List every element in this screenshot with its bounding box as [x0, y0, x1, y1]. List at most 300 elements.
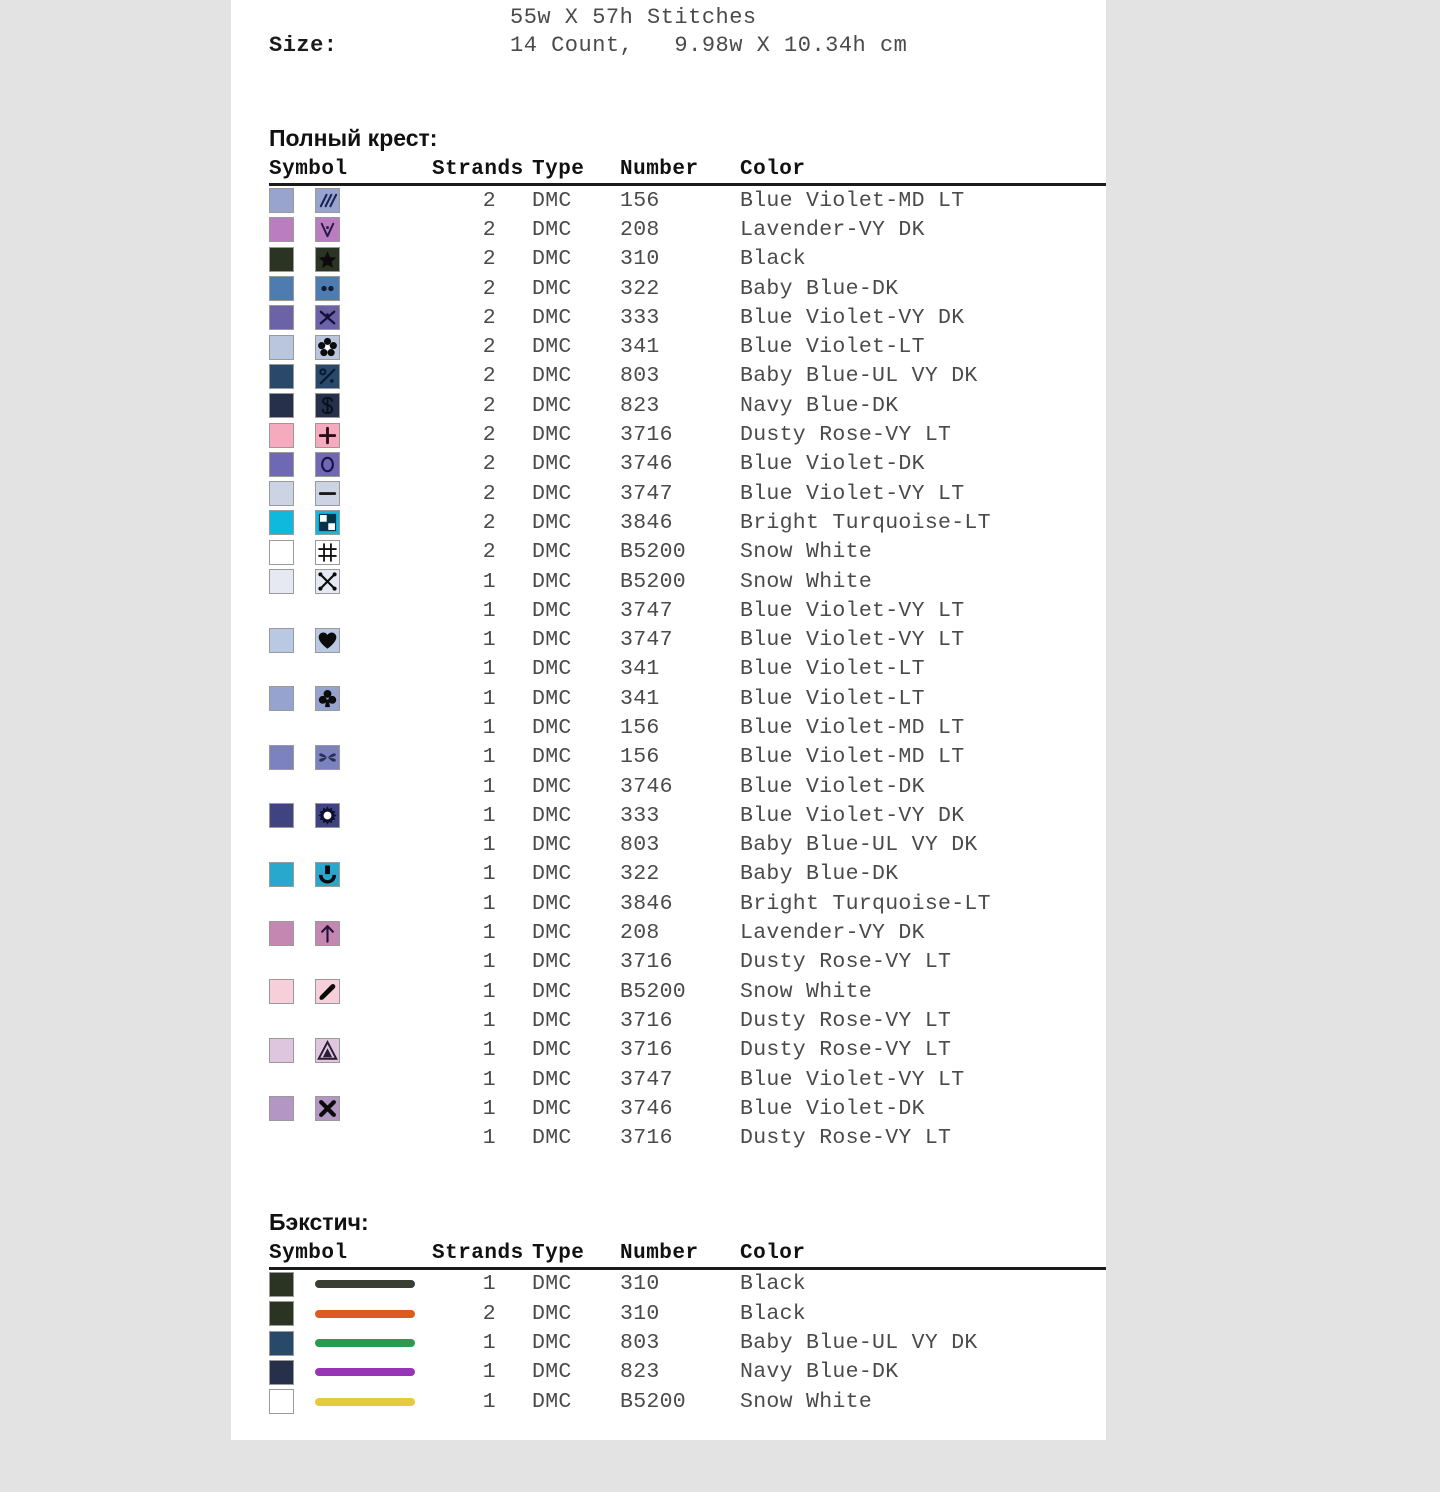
color-name: Snow White [740, 1389, 873, 1414]
type-value: DMC [532, 715, 572, 740]
number-value: 156 [620, 188, 660, 213]
strands-value: 2 [482, 452, 496, 477]
symbol-cell [315, 510, 432, 535]
gear-icon [315, 803, 340, 828]
table-row [269, 303, 1106, 332]
color-name: Blue Violet-DK [740, 452, 925, 477]
type-value: DMC [532, 1331, 572, 1356]
color-swatch-cell [269, 686, 315, 711]
backstitch-header-row [269, 1242, 1106, 1265]
color-swatch-cell [269, 921, 315, 946]
number-value: 3747 [620, 598, 673, 623]
backstitch-line-sample [315, 1310, 415, 1318]
heart-icon [315, 628, 340, 653]
color-name: Dusty Rose-VY LT [740, 1126, 952, 1151]
full-cross-title: Полный крест: [269, 125, 438, 151]
color-swatch [269, 745, 294, 770]
strands-value: 1 [482, 598, 496, 623]
strands-value: 1 [482, 657, 496, 682]
number-value: 156 [620, 715, 660, 740]
triangle-icon [315, 1038, 340, 1063]
color-name: Dusty Rose-VY LT [740, 423, 952, 448]
color-name: Blue Violet-LT [740, 686, 925, 711]
number-value: 208 [620, 217, 660, 242]
color-name: Bright Turquoise-LT [740, 891, 991, 916]
type-value: DMC [532, 833, 572, 858]
color-name: Bright Turquoise-LT [740, 510, 991, 535]
number-value: 310 [620, 1301, 660, 1326]
x-arrows-icon [315, 569, 340, 594]
column-header-color-bs: Color [740, 1241, 806, 1265]
symbol-cell [315, 686, 432, 711]
color-name: Blue Violet-LT [740, 657, 925, 682]
color-name: Navy Blue-DK [740, 393, 899, 418]
color-swatch-cell [269, 217, 315, 242]
color-swatch [269, 1331, 294, 1356]
table-row [269, 1006, 1106, 1035]
backstitch-line-cell [315, 1339, 432, 1347]
number-value: 310 [620, 247, 660, 272]
backstitch-title: Бэкстич: [269, 1208, 369, 1235]
type-value: DMC [532, 657, 572, 682]
table-row [269, 772, 1106, 801]
color-name: Lavender-VY DK [740, 217, 925, 242]
table-row [269, 215, 1106, 244]
number-value: 3747 [620, 628, 673, 653]
table-row [269, 801, 1106, 830]
number-value: B5200 [620, 1389, 687, 1414]
strands-value: 1 [482, 715, 496, 740]
color-swatch-cell [269, 335, 315, 360]
number-value: 3746 [620, 774, 673, 799]
symbol-cell [315, 217, 432, 242]
dash-icon [315, 481, 340, 506]
color-name: Blue Violet-DK [740, 1096, 925, 1121]
bold-x-icon [315, 1096, 340, 1121]
backstitch-rows [269, 1270, 1106, 1416]
color-swatch-cell [269, 247, 315, 272]
table-row [269, 889, 1106, 918]
number-value: 156 [620, 745, 660, 770]
star-icon [315, 247, 340, 272]
color-swatch-cell [269, 1331, 315, 1356]
strands-value: 1 [482, 1008, 496, 1033]
color-name: Blue Violet-VY LT [740, 1067, 965, 1092]
color-swatch-cell [269, 1389, 315, 1414]
plus-icon [315, 423, 340, 448]
size-count-value: 14 Count, 9.98w X 10.34h cm [510, 33, 908, 58]
table-row [269, 186, 1106, 215]
type-value: DMC [532, 891, 572, 916]
color-swatch-cell [269, 1272, 315, 1297]
symbol-cell [315, 1096, 432, 1121]
color-swatch [269, 305, 294, 330]
number-value: 322 [620, 862, 660, 887]
table-row [269, 362, 1106, 391]
color-swatch [269, 540, 294, 565]
symbol-cell [315, 452, 432, 477]
color-swatch [269, 423, 294, 448]
color-swatch [269, 452, 294, 477]
type-value: DMC [532, 423, 572, 448]
number-value: 3716 [620, 423, 673, 448]
number-value: 3747 [620, 1067, 673, 1092]
type-value: DMC [532, 540, 572, 565]
type-value: DMC [532, 217, 572, 242]
color-swatch-cell [269, 305, 315, 330]
dollar-icon [315, 393, 340, 418]
type-value: DMC [532, 921, 572, 946]
table-row [269, 1299, 1106, 1328]
circle-icon [315, 452, 340, 477]
strands-value: 1 [482, 1389, 496, 1414]
color-swatch-cell [269, 803, 315, 828]
color-swatch-cell [269, 276, 315, 301]
symbol-cell [315, 628, 432, 653]
color-name: Blue Violet-LT [740, 335, 925, 360]
table-row [269, 684, 1106, 713]
type-value: DMC [532, 774, 572, 799]
table-row [269, 391, 1106, 420]
table-row [269, 1124, 1106, 1153]
type-value: DMC [532, 1067, 572, 1092]
color-swatch [269, 510, 294, 535]
table-row [269, 831, 1106, 860]
number-value: 3747 [620, 481, 673, 506]
color-swatch [269, 1301, 294, 1326]
color-name: Snow White [740, 569, 873, 594]
color-swatch [269, 803, 294, 828]
strands-value: 1 [482, 1126, 496, 1151]
table-row [269, 567, 1106, 596]
strands-value: 2 [482, 481, 496, 506]
color-name: Snow White [740, 979, 873, 1004]
color-name: Blue Violet-VY DK [740, 803, 965, 828]
number-value: 333 [620, 803, 660, 828]
color-name: Blue Violet-VY DK [740, 305, 965, 330]
type-value: DMC [532, 393, 572, 418]
color-swatch [269, 862, 294, 887]
column-header-symbol-bs: Symbol [269, 1241, 348, 1265]
backstitch-legend [269, 1242, 1106, 1416]
column-header-number-bs: Number [620, 1241, 699, 1265]
backstitch-line-cell [315, 1280, 432, 1288]
full-cross-rows [269, 186, 1106, 1153]
table-row [269, 918, 1106, 947]
color-swatch [269, 247, 294, 272]
strands-value: 2 [482, 217, 496, 242]
percent-icon [315, 364, 340, 389]
color-swatch [269, 1389, 294, 1414]
type-value: DMC [532, 1389, 572, 1414]
type-value: DMC [532, 510, 572, 535]
strands-value: 2 [482, 393, 496, 418]
color-name: Blue Violet-MD LT [740, 745, 965, 770]
color-name: Baby Blue-DK [740, 862, 899, 887]
table-row [269, 1387, 1106, 1416]
number-value: 803 [620, 1331, 660, 1356]
color-name: Snow White [740, 540, 873, 565]
symbol-cell [315, 423, 432, 448]
strands-value: 1 [482, 1272, 496, 1297]
number-value: 341 [620, 686, 660, 711]
symbol-cell [315, 276, 432, 301]
table-row [269, 450, 1106, 479]
type-value: DMC [532, 481, 572, 506]
number-value: 823 [620, 1360, 660, 1385]
backstitch-line-sample [315, 1280, 415, 1288]
type-value: DMC [532, 803, 572, 828]
symbol-cell [315, 921, 432, 946]
column-header-strands-bs: Strands [432, 1241, 524, 1265]
number-value: 3746 [620, 1096, 673, 1121]
color-swatch [269, 569, 294, 594]
table-row [269, 479, 1106, 508]
pattern-legend-page [231, 0, 1106, 1440]
type-value: DMC [532, 1272, 572, 1297]
type-value: DMC [532, 862, 572, 887]
table-row [269, 655, 1106, 684]
type-value: DMC [532, 1301, 572, 1326]
strands-value: 1 [482, 569, 496, 594]
strands-value: 2 [482, 276, 496, 301]
strands-value: 1 [482, 686, 496, 711]
color-name: Blue Violet-MD LT [740, 715, 965, 740]
color-name: Black [740, 1301, 807, 1326]
full-cross-header-row [269, 158, 1106, 181]
strands-value: 2 [482, 335, 496, 360]
type-value: DMC [532, 569, 572, 594]
color-swatch-cell [269, 979, 315, 1004]
color-swatch-cell [269, 364, 315, 389]
number-value: 341 [620, 335, 660, 360]
color-swatch-cell [269, 1038, 315, 1063]
type-value: DMC [532, 628, 572, 653]
number-value: B5200 [620, 979, 687, 1004]
color-name: Blue Violet-DK [740, 774, 925, 799]
table-row [269, 1270, 1106, 1299]
number-value: B5200 [620, 569, 687, 594]
symbol-cell [315, 745, 432, 770]
table-row [269, 1328, 1106, 1357]
color-swatch-cell [269, 862, 315, 887]
type-value: DMC [532, 188, 572, 213]
color-swatch [269, 1038, 294, 1063]
type-value: DMC [532, 452, 572, 477]
full-cross-legend [269, 158, 1106, 1153]
symbol-cell [315, 481, 432, 506]
type-value: DMC [532, 979, 572, 1004]
color-name: Baby Blue-DK [740, 276, 899, 301]
number-value: 3716 [620, 1008, 673, 1033]
color-swatch-cell [269, 628, 315, 653]
number-value: 341 [620, 657, 660, 682]
symbol-cell [315, 569, 432, 594]
number-value: 333 [620, 305, 660, 330]
number-value: 3846 [620, 510, 673, 535]
color-name: Black [740, 1272, 807, 1297]
table-row [269, 1358, 1106, 1387]
symbol-cell [315, 540, 432, 565]
brush-icon [315, 979, 340, 1004]
table-row [269, 948, 1106, 977]
strands-value: 1 [482, 1331, 496, 1356]
color-swatch [269, 393, 294, 418]
column-header-color: Color [740, 158, 806, 181]
color-swatch [269, 217, 294, 242]
strands-value: 1 [482, 862, 496, 887]
type-value: DMC [532, 276, 572, 301]
table-row [269, 860, 1106, 889]
color-name: Lavender-VY DK [740, 921, 925, 946]
color-swatch [269, 364, 294, 389]
table-row [269, 538, 1106, 567]
symbol-cell [315, 335, 432, 360]
color-name: Blue Violet-VY LT [740, 628, 965, 653]
strands-value: 1 [482, 833, 496, 858]
number-value: 823 [620, 393, 660, 418]
strands-value: 2 [482, 188, 496, 213]
symbol-cell [315, 862, 432, 887]
strands-value: 1 [482, 921, 496, 946]
table-row [269, 420, 1106, 449]
strands-value: 2 [482, 423, 496, 448]
symbol-cell [315, 1038, 432, 1063]
color-swatch [269, 188, 294, 213]
table-row [269, 1036, 1106, 1065]
table-row [269, 743, 1106, 772]
color-swatch [269, 481, 294, 506]
color-name: Dusty Rose-VY LT [740, 950, 952, 975]
strands-value: 1 [482, 803, 496, 828]
color-swatch [269, 1360, 294, 1385]
anchor-icon [315, 862, 340, 887]
v-dot-icon [315, 217, 340, 242]
strands-value: 1 [482, 628, 496, 653]
type-value: DMC [532, 686, 572, 711]
backstitch-line-sample [315, 1368, 415, 1376]
color-swatch-cell [269, 452, 315, 477]
strands-value: 1 [482, 1038, 496, 1063]
color-swatch [269, 628, 294, 653]
color-swatch-cell [269, 393, 315, 418]
strands-value: 1 [482, 979, 496, 1004]
x-dot-icon [315, 305, 340, 330]
column-header-type-bs: Type [532, 1241, 585, 1265]
strands-value: 2 [482, 510, 496, 535]
strands-value: 1 [482, 950, 496, 975]
number-value: B5200 [620, 540, 687, 565]
strands-value: 1 [482, 891, 496, 916]
color-name: Blue Violet-MD LT [740, 188, 965, 213]
table-row [269, 625, 1106, 654]
table-row [269, 332, 1106, 361]
type-value: DMC [532, 1126, 572, 1151]
color-swatch [269, 979, 294, 1004]
symbol-cell [315, 364, 432, 389]
backstitch-line-sample [315, 1398, 415, 1406]
color-swatch-cell [269, 745, 315, 770]
backstitch-line-cell [315, 1368, 432, 1376]
table-row [269, 713, 1106, 742]
type-value: DMC [532, 1360, 572, 1385]
color-name: Dusty Rose-VY LT [740, 1008, 952, 1033]
type-value: DMC [532, 950, 572, 975]
up-arrow-icon [315, 921, 340, 946]
color-swatch-cell [269, 1096, 315, 1121]
strands-value: 1 [482, 1067, 496, 1092]
type-value: DMC [532, 1038, 572, 1063]
number-value: 310 [620, 1272, 660, 1297]
strands-value: 2 [482, 247, 496, 272]
type-value: DMC [532, 598, 572, 623]
number-value: 803 [620, 364, 660, 389]
flower-icon [315, 335, 340, 360]
type-value: DMC [532, 247, 572, 272]
number-value: 3746 [620, 452, 673, 477]
column-header-type: Type [532, 158, 585, 181]
column-header-number: Number [620, 158, 699, 181]
number-value: 803 [620, 833, 660, 858]
type-value: DMC [532, 335, 572, 360]
table-row [269, 1094, 1106, 1123]
strands-value: 1 [482, 774, 496, 799]
type-value: DMC [532, 1008, 572, 1033]
strands-value: 2 [482, 540, 496, 565]
type-value: DMC [532, 745, 572, 770]
checker-icon [315, 510, 340, 535]
strands-value: 1 [482, 1096, 496, 1121]
color-swatch [269, 1096, 294, 1121]
strands-value: 2 [482, 305, 496, 330]
table-row [269, 508, 1106, 537]
strands-value: 2 [482, 1301, 496, 1326]
color-swatch [269, 335, 294, 360]
color-name: Blue Violet-VY LT [740, 598, 965, 623]
table-row [269, 1065, 1106, 1094]
color-swatch [269, 276, 294, 301]
table-row [269, 274, 1106, 303]
table-row [269, 977, 1106, 1006]
table-row [269, 245, 1106, 274]
symbol-cell [315, 393, 432, 418]
symbol-cell [315, 188, 432, 213]
strands-value: 2 [482, 364, 496, 389]
symbol-cell [315, 803, 432, 828]
double-slash-icon [315, 188, 340, 213]
two-dots-icon [315, 276, 340, 301]
butterfly-icon [315, 745, 340, 770]
number-value: 208 [620, 921, 660, 946]
color-swatch-cell [269, 423, 315, 448]
color-name: Black [740, 247, 807, 272]
backstitch-line-cell [315, 1398, 432, 1406]
color-swatch-cell [269, 540, 315, 565]
backstitch-line-cell [315, 1310, 432, 1318]
strands-value: 1 [482, 1360, 496, 1385]
symbol-cell [315, 247, 432, 272]
number-value: 3716 [620, 950, 673, 975]
color-swatch-cell [269, 510, 315, 535]
number-value: 3716 [620, 1038, 673, 1063]
number-value: 322 [620, 276, 660, 301]
color-swatch [269, 921, 294, 946]
type-value: DMC [532, 1096, 572, 1121]
color-name: Baby Blue-UL VY DK [740, 1331, 978, 1356]
size-stitches-value: 55w X 57h Stitches [510, 5, 757, 30]
column-header-symbol: Symbol [269, 158, 348, 181]
size-block [231, 0, 1106, 70]
